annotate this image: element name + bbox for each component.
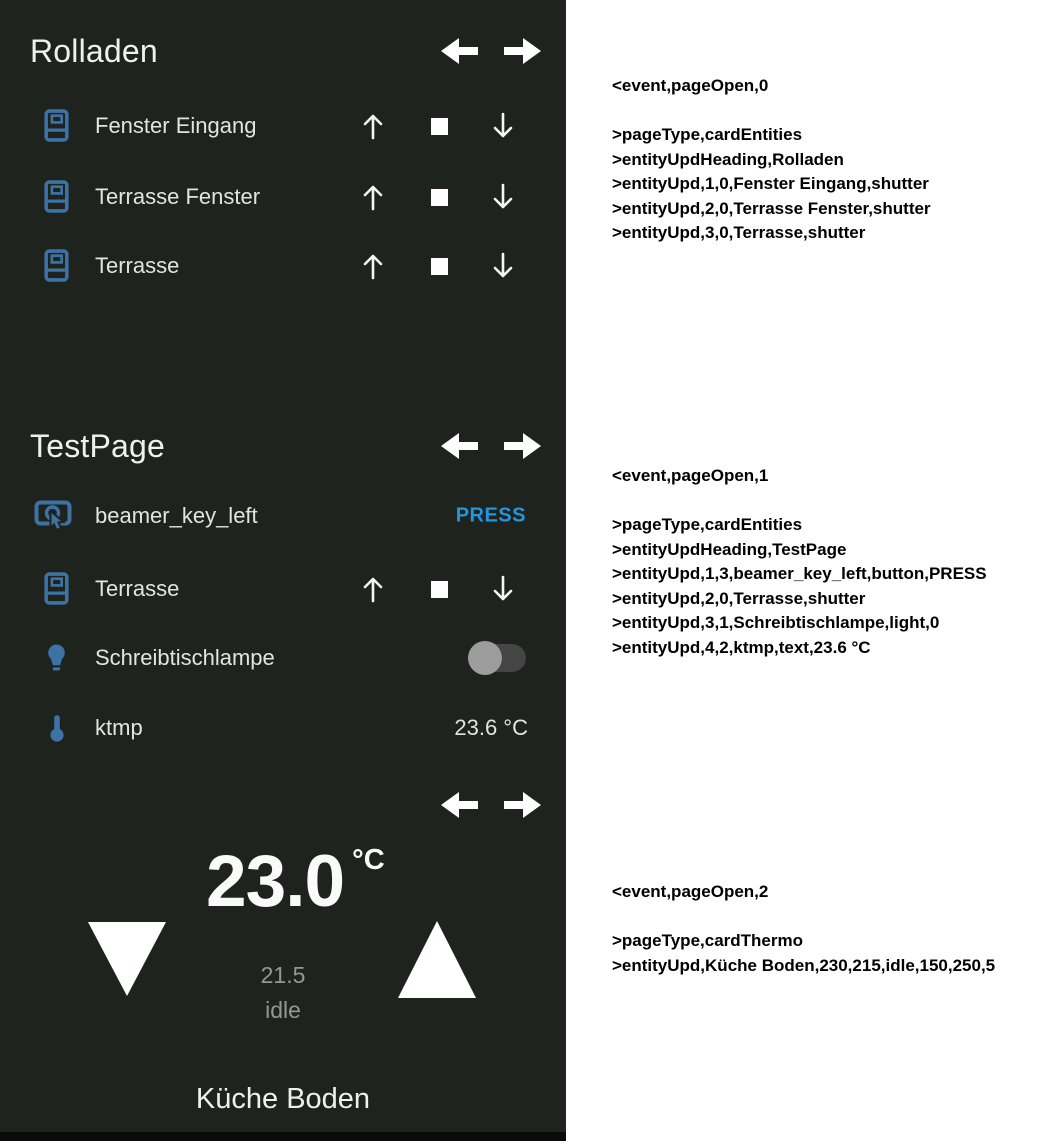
light-toggle[interactable]: [468, 640, 526, 676]
protocol-line: >entityUpd,2,0,Terrasse,shutter: [612, 588, 866, 608]
entity-row: [0, 706, 566, 750]
down-arrow-icon: [490, 251, 516, 281]
up-arrow-icon: [360, 251, 386, 281]
protocol-line: >entityUpdHeading,TestPage: [612, 539, 847, 559]
protocol-line: >entityUpd,3,1,Schreibtischlampe,light,0: [612, 613, 940, 632]
entity-label: Terrasse: [95, 576, 180, 601]
down-arrow-icon: [490, 574, 516, 604]
protocol-line: >entityUpdHeading,Rolladen: [612, 149, 844, 169]
shutter-icon: [44, 109, 69, 142]
current-temperature: [206, 841, 385, 922]
entity-row: [0, 244, 566, 288]
page-prev-button[interactable]: [440, 430, 478, 462]
hvac-state: idle: [265, 997, 301, 1023]
shutter-down-button[interactable]: [489, 181, 517, 213]
protocol-block-2: [612, 880, 995, 978]
protocol-lines: [612, 513, 987, 660]
shutter-up-button[interactable]: [359, 573, 387, 605]
shutter-stop-button[interactable]: [425, 573, 453, 605]
arrow-right-icon: [504, 430, 542, 462]
entity-label: beamer_key_left: [95, 503, 258, 528]
entity-label: Fenster Eingang: [95, 113, 257, 138]
protocol-block-0: [612, 74, 931, 246]
entity-row: [0, 567, 566, 611]
current-temperature-value: 23.0: [206, 841, 345, 922]
protocol-line: >entityUpd,2,0,Terrasse Fenster,shutter: [612, 198, 931, 218]
entity-label: ktmp: [95, 715, 143, 740]
page-title: TestPage: [30, 428, 166, 464]
protocol-line: >entityUpd,1,3,beamer_key_left,button,PRESS: [612, 564, 987, 583]
stop-square-icon: [431, 118, 448, 135]
temperature-unit: °C: [352, 844, 385, 876]
page-prev-button[interactable]: [440, 789, 478, 821]
arrow-left-icon: [440, 789, 478, 821]
protocol-event-line: <event,pageOpen,1: [612, 466, 769, 485]
tap-button-icon: [34, 497, 72, 534]
press-button[interactable]: PRESS: [455, 504, 526, 527]
shutter-down-button[interactable]: [489, 110, 517, 142]
entity-row: [0, 175, 566, 219]
page-title: Rolladen: [30, 33, 158, 69]
down-arrow-icon: [490, 182, 516, 212]
protocol-line: >pageType,cardEntities: [612, 515, 803, 534]
protocol-lines: [612, 929, 995, 978]
protocol-line: >pageType,cardThermo: [612, 931, 803, 950]
thermometer-icon: [50, 714, 64, 742]
screen-bottom-bezel: [0, 1132, 566, 1141]
shutter-icon: [44, 180, 69, 213]
page-next-button[interactable]: [504, 430, 542, 462]
arrow-left-icon: [440, 35, 478, 67]
toggle-knob: [468, 641, 502, 675]
shutter-icon: [44, 572, 69, 605]
arrow-right-icon: [504, 35, 542, 67]
protocol-line: >entityUpd,4,2,ktmp,text,23.6 °C: [612, 637, 871, 657]
entity-label: Terrasse: [95, 253, 180, 278]
stop-square-icon: [431, 581, 448, 598]
entity-row: [0, 494, 566, 538]
shutter-down-button[interactable]: [489, 573, 517, 605]
stop-square-icon: [431, 189, 448, 206]
protocol-line: >entityUpd,1,0,Fenster Eingang,shutter: [612, 174, 929, 193]
page-next-button[interactable]: [504, 789, 542, 821]
shutter-up-button[interactable]: [359, 250, 387, 282]
thermostat-title: Küche Boden: [195, 1083, 371, 1115]
protocol-lines: [612, 123, 931, 246]
arrow-left-icon: [440, 430, 478, 462]
up-arrow-icon: [360, 111, 386, 141]
entity-row: [0, 104, 566, 148]
arrow-right-icon: [504, 789, 542, 821]
up-arrow-icon: [360, 182, 386, 212]
shutter-icon: [44, 249, 69, 282]
page-prev-button[interactable]: [440, 35, 478, 67]
protocol-line: >entityUpd,Küche Boden,230,215,idle,150,250,5: [612, 955, 996, 975]
protocol-event-line: <event,pageOpen,0: [612, 76, 769, 95]
entity-row: [0, 636, 566, 680]
shutter-stop-button[interactable]: [425, 181, 453, 213]
entity-label: Schreibtischlampe: [95, 645, 275, 670]
protocol-event-line: <event,pageOpen,2: [612, 882, 769, 901]
up-arrow-icon: [360, 574, 386, 604]
shutter-up-button[interactable]: [359, 110, 387, 142]
sensor-value: 23.6 °C: [454, 715, 528, 740]
stop-square-icon: [431, 258, 448, 275]
setpoint-value: 21.5: [260, 962, 306, 988]
down-arrow-icon: [490, 111, 516, 141]
protocol-line: >entityUpd,3,0,Terrasse,shutter: [612, 223, 866, 242]
protocol-block-1: [612, 464, 987, 660]
shutter-down-button[interactable]: [489, 250, 517, 282]
shutter-stop-button[interactable]: [425, 250, 453, 282]
entity-label: Terrasse Fenster: [95, 184, 261, 209]
shutter-stop-button[interactable]: [425, 110, 453, 142]
protocol-line: >pageType,cardEntities: [612, 125, 803, 144]
lightbulb-icon: [44, 643, 69, 672]
shutter-up-button[interactable]: [359, 181, 387, 213]
page-next-button[interactable]: [504, 35, 542, 67]
